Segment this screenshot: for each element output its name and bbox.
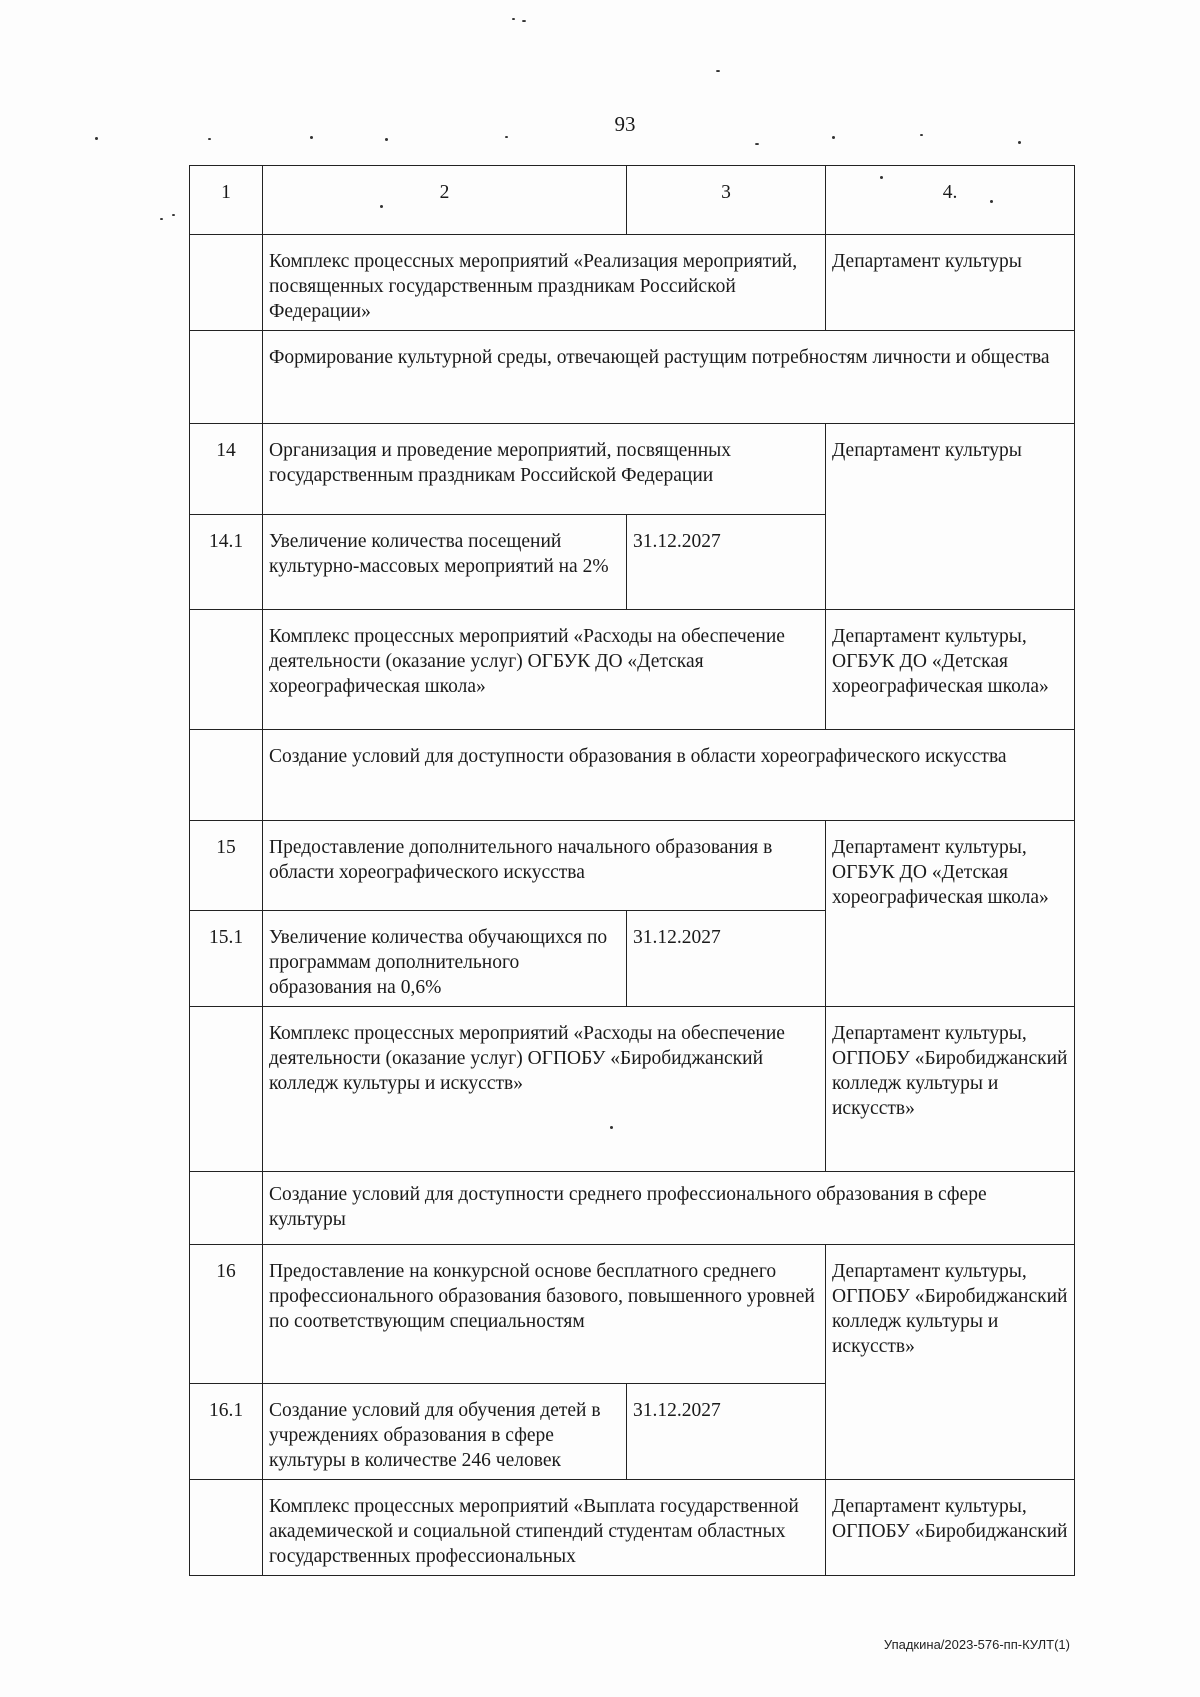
- row-number: 14.1: [190, 515, 263, 610]
- row-number: [190, 1007, 263, 1172]
- responsible-text: Департамент культуры, ОГБУК ДО «Детская хореографическая школа»: [826, 821, 1075, 1007]
- responsible-text: Департамент культуры, ОГПОБУ «Биробиджанский: [826, 1480, 1075, 1576]
- goal-text: Создание условий для доступности среднего профессионального образования в сфере культуры: [263, 1172, 1075, 1245]
- indicator-text: Увеличение количества обучающихся по программам дополнительного образования на 0,6%: [263, 911, 627, 1007]
- table-row: [190, 821, 1075, 911]
- row-number: 14: [190, 424, 263, 515]
- column-header-4: 4.: [826, 166, 1075, 235]
- row-number: 15: [190, 821, 263, 911]
- page-number: 93: [614, 112, 636, 136]
- activity-text: Предоставление дополнительного начального образования в области хореографического искусства: [263, 821, 826, 911]
- deadline-date: 31.12.2027: [627, 515, 826, 610]
- column-header-3: 3: [627, 166, 826, 235]
- activity-text: Комплекс процессных мероприятий «Расходы на обеспечение деятельности (оказание услуг) ОГБУК ДО «Детская хореографическая школа»: [263, 610, 826, 730]
- row-number: [190, 610, 263, 730]
- responsible-text: Департамент культуры: [826, 424, 1075, 610]
- table-row: [190, 424, 1075, 515]
- activity-text: Организация и проведение мероприятий, посвященных государственным праздникам Российской Федерации: [263, 424, 826, 515]
- responsible-text: Департамент культуры, ОГПОБУ «Биробиджанский колледж культуры и искусств»: [826, 1007, 1075, 1172]
- deadline-date: 31.12.2027: [627, 1384, 826, 1480]
- table-row: [190, 1245, 1075, 1384]
- table-row: [190, 1172, 1075, 1245]
- column-header-2: 2: [263, 166, 627, 235]
- table-row: [190, 235, 1075, 331]
- row-number: 15.1: [190, 911, 263, 1007]
- table-row: [190, 331, 1075, 424]
- activities-table: [189, 165, 1075, 1576]
- row-number: [190, 730, 263, 821]
- table-row: [190, 730, 1075, 821]
- row-number: [190, 331, 263, 424]
- table-row: [190, 1480, 1075, 1576]
- row-number: 16: [190, 1245, 263, 1384]
- activity-text: Комплекс процессных мероприятий «Расходы на обеспечение деятельности (оказание услуг) ОГПОБУ «Биробиджанский колледж культуры и искусств»: [263, 1007, 826, 1172]
- row-number: 16.1: [190, 1384, 263, 1480]
- responsible-text: Департамент культуры: [826, 235, 1075, 331]
- goal-text: Создание условий для доступности образования в области хореографического искусства: [263, 730, 1075, 821]
- table-header-row: [190, 166, 1075, 235]
- table-row: [190, 1007, 1075, 1172]
- indicator-text: Создание условий для обучения детей в учреждениях образования в сфере культуры в количестве 246 человек: [263, 1384, 627, 1480]
- responsible-text: Департамент культуры, ОГБУК ДО «Детская хореографическая школа»: [826, 610, 1075, 730]
- activity-text: Комплекс процессных мероприятий «Выплата государственной академической и социальной стипендий студентам областных государственных профессиональных: [263, 1480, 826, 1576]
- activity-text: Предоставление на конкурсной основе бесплатного среднего профессионального образования базового, повышенного уровней по соответствующим специальностям: [263, 1245, 826, 1384]
- row-number: [190, 235, 263, 331]
- activity-text: Комплекс процессных мероприятий «Реализация мероприятий, посвященных государственным праздникам Российской Федерации»: [263, 235, 826, 331]
- column-header-1: 1: [190, 166, 263, 235]
- deadline-date: 31.12.2027: [627, 911, 826, 1007]
- row-number: [190, 1172, 263, 1245]
- table-row: [190, 610, 1075, 730]
- goal-text: Формирование культурной среды, отвечающей растущим потребностям личности и общества: [263, 331, 1075, 424]
- row-number: [190, 1480, 263, 1576]
- indicator-text: Увеличение количества посещений культурно-массовых мероприятий на 2%: [263, 515, 627, 610]
- responsible-text: Департамент культуры, ОГПОБУ «Биробиджанский колледж культуры и искусств»: [826, 1245, 1075, 1480]
- document-code-footer: Упадкина/2023-576-пп-КУЛТ(1): [883, 1637, 1070, 1652]
